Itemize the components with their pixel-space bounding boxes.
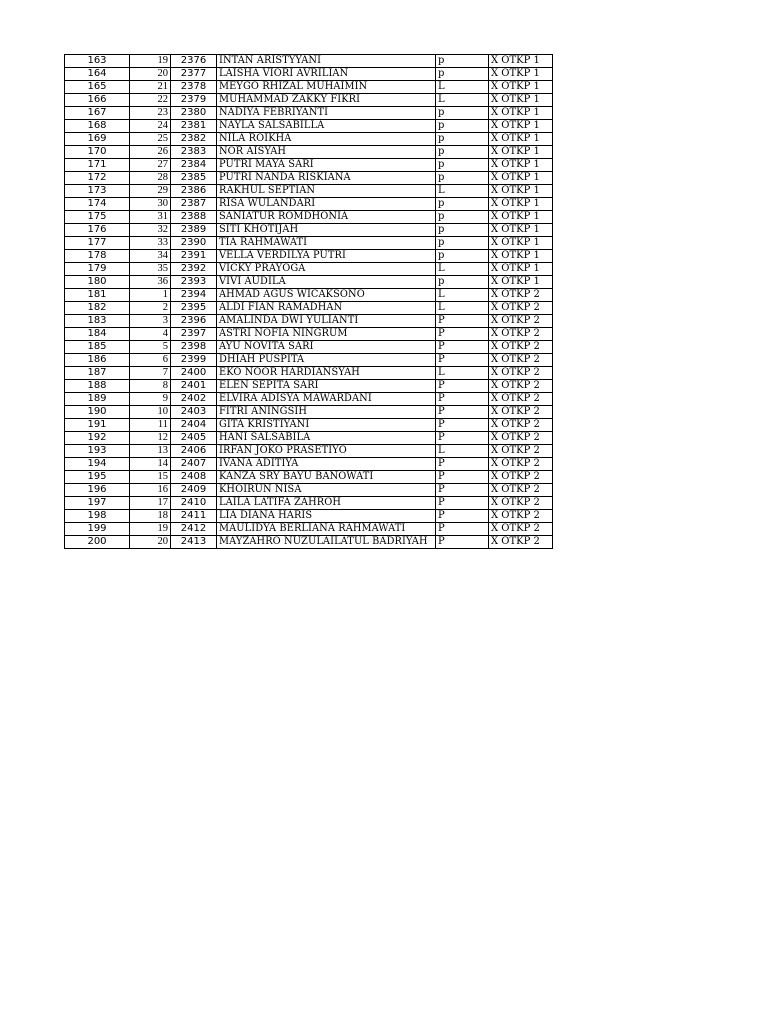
gender-cell: P — [436, 536, 489, 549]
student-id-cell: 2377 — [171, 68, 217, 81]
class-index-cell: 18 — [130, 510, 171, 523]
class-index-cell: 19 — [130, 523, 171, 536]
class-cell: X OTKP 2 — [489, 393, 553, 406]
student-name-cell: MAULIDYA BERLIANA RAHMAWATI — [217, 523, 436, 536]
student-id-cell: 2413 — [171, 536, 217, 549]
student-name-cell: TIA RAHMAWATI — [217, 237, 436, 250]
gender-cell: L — [436, 289, 489, 302]
student-id-cell: 2387 — [171, 198, 217, 211]
row-number-cell: 190 — [65, 406, 130, 419]
table-row — [65, 68, 553, 81]
class-index-cell: 1 — [130, 289, 171, 302]
table-row — [65, 159, 553, 172]
row-number-cell: 192 — [65, 432, 130, 445]
class-index-cell: 9 — [130, 393, 171, 406]
student-name-cell: IVANA ADITIYA — [217, 458, 436, 471]
gender-cell: p — [436, 68, 489, 81]
table-row — [65, 458, 553, 471]
student-id-cell: 2412 — [171, 523, 217, 536]
student-id-cell: 2385 — [171, 172, 217, 185]
class-index-cell: 5 — [130, 341, 171, 354]
student-name-cell: KHOIRUN NISA — [217, 484, 436, 497]
student-name-cell: INTAN ARISTYYANI — [217, 55, 436, 68]
class-index-cell: 30 — [130, 198, 171, 211]
row-number-cell: 172 — [65, 172, 130, 185]
table-row — [65, 263, 553, 276]
student-name-cell: PUTRI MAYA SARI — [217, 159, 436, 172]
class-cell: X OTKP 1 — [489, 107, 553, 120]
row-number-cell: 167 — [65, 107, 130, 120]
row-number-cell: 189 — [65, 393, 130, 406]
row-number-cell: 180 — [65, 276, 130, 289]
student-id-cell: 2397 — [171, 328, 217, 341]
class-index-cell: 13 — [130, 445, 171, 458]
class-index-cell: 23 — [130, 107, 171, 120]
class-index-cell: 28 — [130, 172, 171, 185]
table-row — [65, 198, 553, 211]
class-cell: X OTKP 2 — [489, 523, 553, 536]
table-row — [65, 471, 553, 484]
gender-cell: P — [436, 341, 489, 354]
class-index-cell: 15 — [130, 471, 171, 484]
class-index-cell: 20 — [130, 536, 171, 549]
table-row — [65, 536, 553, 549]
student-id-cell: 2384 — [171, 159, 217, 172]
student-id-cell: 2391 — [171, 250, 217, 263]
class-index-cell: 22 — [130, 94, 171, 107]
table-row — [65, 380, 553, 393]
class-cell: X OTKP 1 — [489, 146, 553, 159]
student-id-cell: 2409 — [171, 484, 217, 497]
class-index-cell: 21 — [130, 81, 171, 94]
table-row — [65, 393, 553, 406]
gender-cell: p — [436, 133, 489, 146]
student-name-cell: EKO NOOR HARDIANSYAH — [217, 367, 436, 380]
gender-cell: p — [436, 276, 489, 289]
row-number-cell: 197 — [65, 497, 130, 510]
student-id-cell: 2398 — [171, 341, 217, 354]
class-cell: X OTKP 2 — [489, 497, 553, 510]
class-index-cell: 17 — [130, 497, 171, 510]
student-id-cell: 2378 — [171, 81, 217, 94]
gender-cell: p — [436, 198, 489, 211]
class-cell: X OTKP 2 — [489, 289, 553, 302]
student-name-cell: AMALINDA DWI YULIANTI — [217, 315, 436, 328]
class-cell: X OTKP 2 — [489, 432, 553, 445]
gender-cell: P — [436, 432, 489, 445]
student-name-cell: FITRI ANINGSIH — [217, 406, 436, 419]
table-row — [65, 107, 553, 120]
student-name-cell: MAYZAHRO NUZULAILATUL BADRIYAH — [217, 536, 436, 549]
gender-cell: P — [436, 419, 489, 432]
class-index-cell: 20 — [130, 68, 171, 81]
gender-cell: L — [436, 302, 489, 315]
table-row — [65, 510, 553, 523]
class-index-cell: 24 — [130, 120, 171, 133]
student-name-cell: SITI KHOTIJAH — [217, 224, 436, 237]
gender-cell: P — [436, 380, 489, 393]
student-name-cell: VICKY PRAYOGA — [217, 263, 436, 276]
class-index-cell: 33 — [130, 237, 171, 250]
class-index-cell: 7 — [130, 367, 171, 380]
student-name-cell: ELEN SEPITA SARI — [217, 380, 436, 393]
student-id-cell: 2383 — [171, 146, 217, 159]
student-id-cell: 2400 — [171, 367, 217, 380]
gender-cell: L — [436, 263, 489, 276]
student-name-cell: NOR AISYAH — [217, 146, 436, 159]
table-row — [65, 445, 553, 458]
table-row — [65, 406, 553, 419]
row-number-cell: 163 — [65, 55, 130, 68]
class-cell: X OTKP 2 — [489, 445, 553, 458]
student-id-cell: 2402 — [171, 393, 217, 406]
table-row — [65, 211, 553, 224]
gender-cell: L — [436, 367, 489, 380]
gender-cell: P — [436, 510, 489, 523]
gender-cell: P — [436, 523, 489, 536]
row-number-cell: 196 — [65, 484, 130, 497]
gender-cell: L — [436, 445, 489, 458]
student-id-cell: 2379 — [171, 94, 217, 107]
table-row — [65, 367, 553, 380]
class-index-cell: 11 — [130, 419, 171, 432]
class-cell: X OTKP 2 — [489, 367, 553, 380]
row-number-cell: 169 — [65, 133, 130, 146]
class-cell: X OTKP 2 — [489, 354, 553, 367]
row-number-cell: 170 — [65, 146, 130, 159]
row-number-cell: 173 — [65, 185, 130, 198]
class-cell: X OTKP 1 — [489, 198, 553, 211]
table-row — [65, 432, 553, 445]
row-number-cell: 168 — [65, 120, 130, 133]
row-number-cell: 193 — [65, 445, 130, 458]
class-cell: X OTKP 1 — [489, 237, 553, 250]
table-row — [65, 172, 553, 185]
student-list-table — [64, 54, 553, 549]
table-row — [65, 224, 553, 237]
student-id-cell: 2401 — [171, 380, 217, 393]
class-index-cell: 29 — [130, 185, 171, 198]
class-index-cell: 10 — [130, 406, 171, 419]
student-id-cell: 2390 — [171, 237, 217, 250]
class-cell: X OTKP 2 — [489, 315, 553, 328]
gender-cell: p — [436, 250, 489, 263]
student-id-cell: 2386 — [171, 185, 217, 198]
student-name-cell: DHIAH PUSPITA — [217, 354, 436, 367]
class-cell: X OTKP 1 — [489, 159, 553, 172]
row-number-cell: 191 — [65, 419, 130, 432]
class-cell: X OTKP 1 — [489, 250, 553, 263]
row-number-cell: 182 — [65, 302, 130, 315]
student-id-cell: 2396 — [171, 315, 217, 328]
class-index-cell: 3 — [130, 315, 171, 328]
table-row — [65, 55, 553, 68]
table-row — [65, 289, 553, 302]
class-index-cell: 14 — [130, 458, 171, 471]
row-number-cell: 200 — [65, 536, 130, 549]
student-id-cell: 2392 — [171, 263, 217, 276]
row-number-cell: 175 — [65, 211, 130, 224]
row-number-cell: 179 — [65, 263, 130, 276]
table-row — [65, 146, 553, 159]
row-number-cell: 177 — [65, 237, 130, 250]
class-index-cell: 12 — [130, 432, 171, 445]
class-index-cell: 6 — [130, 354, 171, 367]
student-name-cell: LAISHA VIORI AVRILIAN — [217, 68, 436, 81]
row-number-cell: 183 — [65, 315, 130, 328]
table-row — [65, 94, 553, 107]
student-name-cell: NADIYA FEBRIYANTI — [217, 107, 436, 120]
student-name-cell: IRFAN JOKO PRASETIYO — [217, 445, 436, 458]
class-cell: X OTKP 1 — [489, 55, 553, 68]
student-name-cell: LIA DIANA HARIS — [217, 510, 436, 523]
class-index-cell: 36 — [130, 276, 171, 289]
student-id-cell: 2403 — [171, 406, 217, 419]
gender-cell: p — [436, 146, 489, 159]
row-number-cell: 165 — [65, 81, 130, 94]
row-number-cell: 176 — [65, 224, 130, 237]
gender-cell: P — [436, 406, 489, 419]
class-index-cell: 26 — [130, 146, 171, 159]
student-id-cell: 2382 — [171, 133, 217, 146]
student-name-cell: VIVI AUDILA — [217, 276, 436, 289]
student-id-cell: 2399 — [171, 354, 217, 367]
student-name-cell: RAKHUL SEPTIAN — [217, 185, 436, 198]
row-number-cell: 166 — [65, 94, 130, 107]
gender-cell: L — [436, 81, 489, 94]
table-row — [65, 237, 553, 250]
table-row — [65, 497, 553, 510]
gender-cell: P — [436, 458, 489, 471]
gender-cell: p — [436, 55, 489, 68]
student-name-cell: MEYGO RHIZAL MUHAIMIN — [217, 81, 436, 94]
class-cell: X OTKP 1 — [489, 133, 553, 146]
gender-cell: p — [436, 237, 489, 250]
class-index-cell: 4 — [130, 328, 171, 341]
row-number-cell: 171 — [65, 159, 130, 172]
student-id-cell: 2389 — [171, 224, 217, 237]
student-name-cell: PUTRI NANDA RISKIANA — [217, 172, 436, 185]
student-name-cell: LAILA LATIFA ZAHROH — [217, 497, 436, 510]
class-cell: X OTKP 2 — [489, 302, 553, 315]
gender-cell: L — [436, 185, 489, 198]
row-number-cell: 199 — [65, 523, 130, 536]
student-name-cell: MUHAMMAD ZAKKY FIKRI — [217, 94, 436, 107]
gender-cell: P — [436, 328, 489, 341]
row-number-cell: 181 — [65, 289, 130, 302]
class-cell: X OTKP 1 — [489, 81, 553, 94]
table-row — [65, 523, 553, 536]
student-id-cell: 2410 — [171, 497, 217, 510]
student-name-cell: AYU NOVITA SARI — [217, 341, 436, 354]
student-id-cell: 2395 — [171, 302, 217, 315]
class-cell: X OTKP 1 — [489, 276, 553, 289]
table-row — [65, 484, 553, 497]
class-cell: X OTKP 1 — [489, 224, 553, 237]
row-number-cell: 174 — [65, 198, 130, 211]
class-cell: X OTKP 1 — [489, 120, 553, 133]
class-cell: X OTKP 1 — [489, 263, 553, 276]
row-number-cell: 185 — [65, 341, 130, 354]
student-id-cell: 2405 — [171, 432, 217, 445]
class-cell: X OTKP 1 — [489, 211, 553, 224]
class-index-cell: 16 — [130, 484, 171, 497]
class-index-cell: 27 — [130, 159, 171, 172]
student-name-cell: KANZA SRY BAYU BANOWATI — [217, 471, 436, 484]
student-name-cell: NAYLA SALSABILLA — [217, 120, 436, 133]
student-name-cell: SANIATUR ROMDHONIA — [217, 211, 436, 224]
class-cell: X OTKP 1 — [489, 68, 553, 81]
table-row — [65, 302, 553, 315]
class-index-cell: 31 — [130, 211, 171, 224]
student-id-cell: 2393 — [171, 276, 217, 289]
row-number-cell: 198 — [65, 510, 130, 523]
gender-cell: P — [436, 471, 489, 484]
class-index-cell: 34 — [130, 250, 171, 263]
student-name-cell: AHMAD AGUS WICAKSONO — [217, 289, 436, 302]
student-id-cell: 2406 — [171, 445, 217, 458]
gender-cell: L — [436, 94, 489, 107]
student-name-cell: RISA WULANDARI — [217, 198, 436, 211]
row-number-cell: 188 — [65, 380, 130, 393]
student-name-cell: ELVIRA ADISYA MAWARDANI — [217, 393, 436, 406]
gender-cell: P — [436, 315, 489, 328]
class-cell: X OTKP 2 — [489, 380, 553, 393]
student-id-cell: 2394 — [171, 289, 217, 302]
class-cell: X OTKP 1 — [489, 185, 553, 198]
class-index-cell: 2 — [130, 302, 171, 315]
class-index-cell: 32 — [130, 224, 171, 237]
row-number-cell: 186 — [65, 354, 130, 367]
class-cell: X OTKP 1 — [489, 94, 553, 107]
student-list-body — [65, 55, 553, 549]
student-id-cell: 2411 — [171, 510, 217, 523]
table-row — [65, 81, 553, 94]
gender-cell: p — [436, 224, 489, 237]
table-row — [65, 419, 553, 432]
class-cell: X OTKP 2 — [489, 419, 553, 432]
class-cell: X OTKP 2 — [489, 328, 553, 341]
gender-cell: p — [436, 211, 489, 224]
table-row — [65, 120, 553, 133]
table-row — [65, 185, 553, 198]
table-row — [65, 250, 553, 263]
gender-cell: P — [436, 354, 489, 367]
row-number-cell: 178 — [65, 250, 130, 263]
student-id-cell: 2388 — [171, 211, 217, 224]
row-number-cell: 195 — [65, 471, 130, 484]
student-id-cell: 2380 — [171, 107, 217, 120]
student-name-cell: ALDI FIAN RAMADHAN — [217, 302, 436, 315]
student-name-cell: NILA ROIKHA — [217, 133, 436, 146]
class-cell: X OTKP 2 — [489, 471, 553, 484]
table-row — [65, 354, 553, 367]
student-id-cell: 2408 — [171, 471, 217, 484]
class-cell: X OTKP 2 — [489, 510, 553, 523]
table-row — [65, 341, 553, 354]
student-name-cell: VELLA VERDILYA PUTRI — [217, 250, 436, 263]
gender-cell: p — [436, 120, 489, 133]
table-row — [65, 328, 553, 341]
gender-cell: P — [436, 497, 489, 510]
class-cell: X OTKP 2 — [489, 536, 553, 549]
class-index-cell: 25 — [130, 133, 171, 146]
class-cell: X OTKP 2 — [489, 406, 553, 419]
student-id-cell: 2404 — [171, 419, 217, 432]
table-row — [65, 133, 553, 146]
gender-cell: p — [436, 159, 489, 172]
table-row — [65, 315, 553, 328]
row-number-cell: 184 — [65, 328, 130, 341]
row-number-cell: 164 — [65, 68, 130, 81]
class-cell: X OTKP 2 — [489, 341, 553, 354]
class-cell: X OTKP 2 — [489, 484, 553, 497]
class-index-cell: 19 — [130, 55, 171, 68]
row-number-cell: 194 — [65, 458, 130, 471]
gender-cell: P — [436, 393, 489, 406]
table-row — [65, 276, 553, 289]
student-id-cell: 2407 — [171, 458, 217, 471]
class-index-cell: 8 — [130, 380, 171, 393]
gender-cell: p — [436, 107, 489, 120]
student-id-cell: 2376 — [171, 55, 217, 68]
class-cell: X OTKP 1 — [489, 172, 553, 185]
class-cell: X OTKP 2 — [489, 458, 553, 471]
class-index-cell: 35 — [130, 263, 171, 276]
gender-cell: p — [436, 172, 489, 185]
student-name-cell: HANI SALSABILA — [217, 432, 436, 445]
gender-cell: P — [436, 484, 489, 497]
student-id-cell: 2381 — [171, 120, 217, 133]
student-name-cell: ASTRI NOFIA NINGRUM — [217, 328, 436, 341]
row-number-cell: 187 — [65, 367, 130, 380]
student-name-cell: GITA KRISTIYANI — [217, 419, 436, 432]
